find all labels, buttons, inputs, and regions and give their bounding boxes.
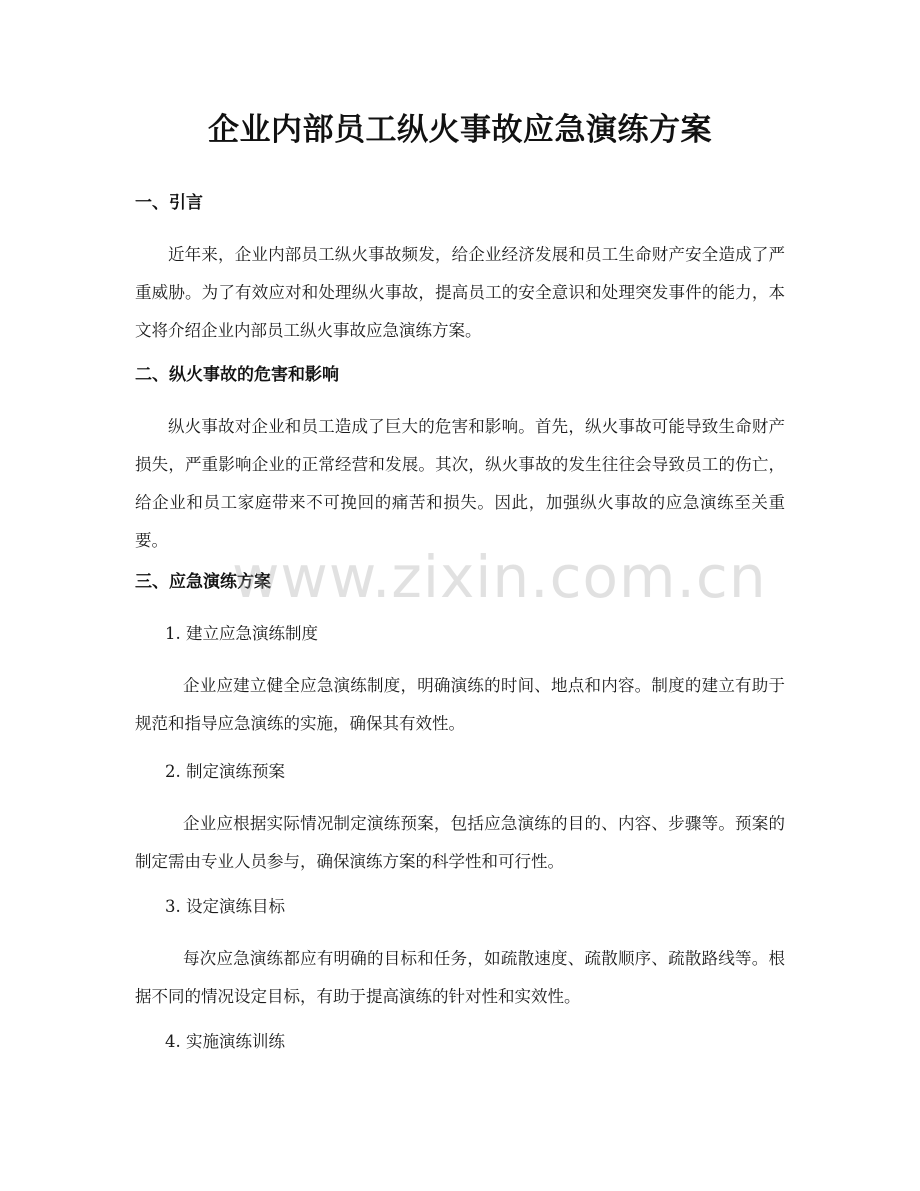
list-item-paragraph: 企业应建立健全应急演练制度，明确演练的时间、地点和内容。制度的建立有助于规范和指导应急演练的实施，确保其有效性。: [135, 676, 785, 733]
section-heading-hazards: 二、纵火事故的危害和影响: [135, 365, 339, 385]
section-heading-drill-plan: 三、应急演练方案: [135, 572, 271, 592]
list-item-label: 4. 实施演练训练: [165, 1032, 285, 1051]
section-heading-introduction: 一、引言: [135, 193, 203, 213]
section-paragraph-introduction: 近年来，企业内部员工纵火事故频发，给企业经济发展和员工生命财产安全造成了严重威胁。为了有效应对和处理纵火事故，提高员工的安全意识和处理突发事件的能力，本文将介绍企业内部员工纵火事故应急演练方案。: [135, 245, 785, 340]
list-item-label: 3. 设定演练目标: [165, 897, 285, 916]
watermark: www.zixin.com.cn: [232, 543, 767, 611]
list-item-label: 2. 制定演练预案: [165, 762, 285, 781]
document-title: 企业内部员工纵火事故应急演练方案: [208, 112, 712, 148]
list-item-paragraph: 企业应根据实际情况制定演练预案，包括应急演练的目的、内容、步骤等。预案的制定需由专业人员参与，确保演练方案的科学性和可行性。: [135, 814, 785, 871]
list-item-paragraph: 每次应急演练都应有明确的目标和任务，如疏散速度、疏散顺序、疏散路线等。根据不同的情况设定目标，有助于提高演练的针对性和实效性。: [135, 949, 785, 1006]
section-paragraph-hazards: 纵火事故对企业和员工造成了巨大的危害和影响。首先，纵火事故可能导致生命财产损失，严重影响企业的正常经营和发展。其次，纵火事故的发生往往会导致员工的伤亡，给企业和员工家庭带来不可挽回的痛苦和损失。因此，加强纵火事故的应急演练至关重要。: [135, 417, 785, 550]
list-item-label: 1. 建立应急演练制度: [165, 624, 318, 643]
